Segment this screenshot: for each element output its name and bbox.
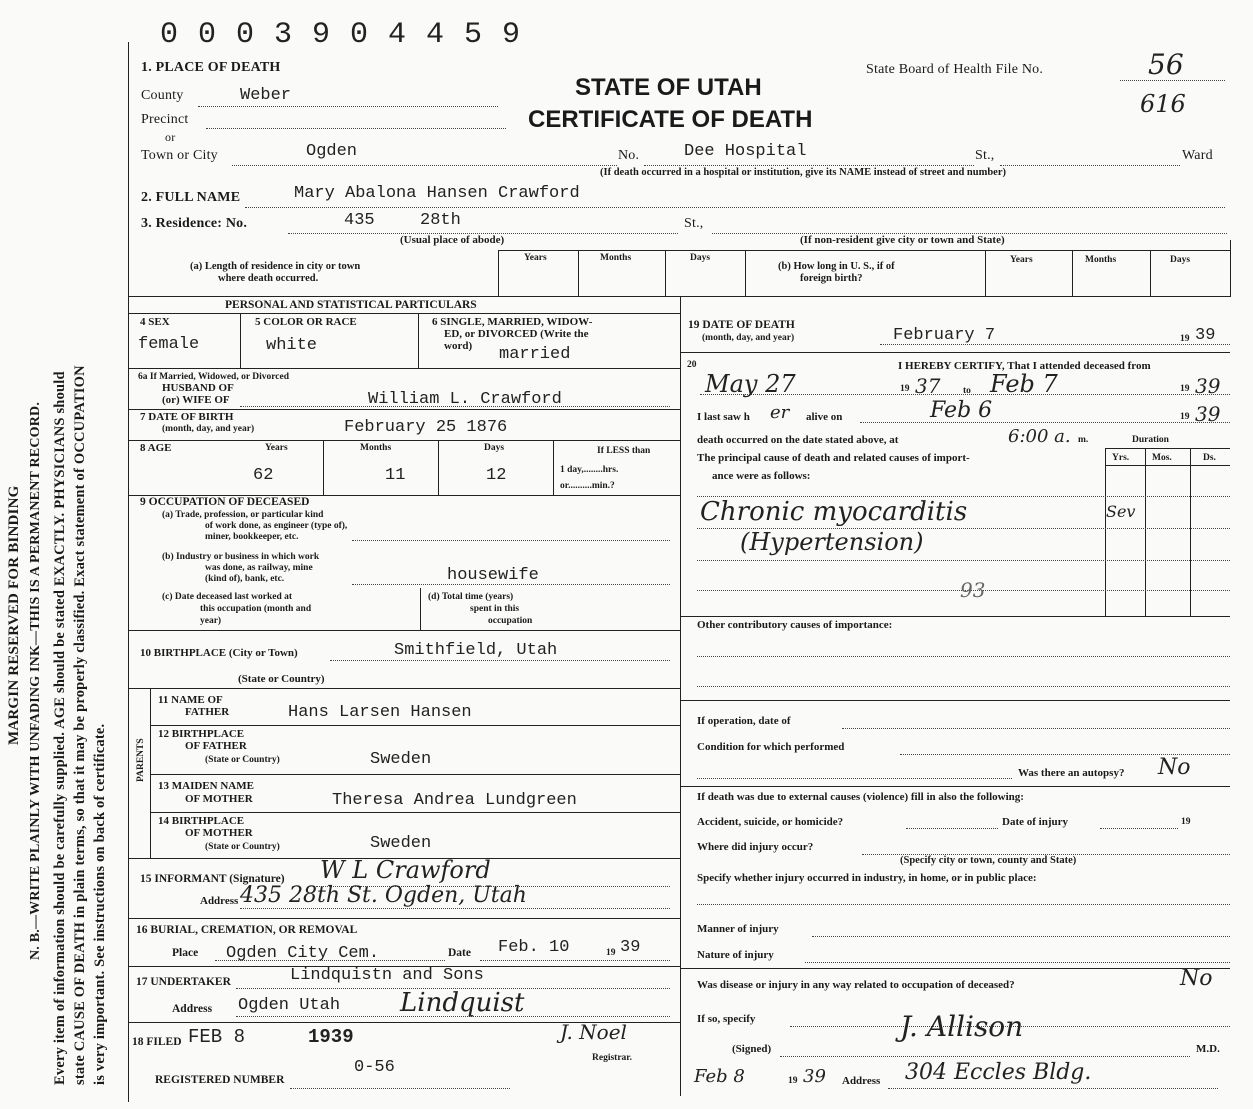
occupation-related-value: No — [1180, 966, 1213, 991]
cause-secondary: (Hypertension) — [740, 528, 924, 556]
autopsy-value: No — [1158, 755, 1191, 780]
informant-label: 15 INFORMANT (Signature) — [140, 873, 285, 885]
burial-year-value: 39 — [620, 938, 641, 957]
father-birth-label-c: (State or Country) — [205, 755, 280, 765]
margin-binding-note: MARGIN RESERVED FOR BINDING — [6, 485, 22, 745]
informant-address-label: Address — [200, 895, 239, 907]
specify-industry-label: Specify whether injury occurred in industry, in home, or in public place: — [697, 872, 1037, 884]
reference-number: 616 — [1140, 90, 1186, 118]
occupation-c2: this occupation (month and — [200, 604, 312, 614]
sex-value: female — [138, 335, 200, 354]
mother-value: Theresa Andrea Lundgreen — [332, 791, 577, 810]
condition-label: Condition for which performed — [697, 741, 845, 753]
operation-label: If operation, date of — [697, 715, 791, 727]
us-months-header: Months — [1085, 255, 1117, 265]
father-birth-value: Sweden — [370, 750, 432, 769]
father-value: Hans Larsen Hansen — [288, 703, 472, 722]
duration-months: Mos. — [1152, 453, 1172, 463]
residence-label: 3. Residence: No. — [141, 216, 248, 231]
ward-label: Ward — [1182, 148, 1213, 163]
last-saw-label: I last saw h — [697, 411, 750, 423]
physician-address-value: 304 Eccles Bldg. — [905, 1060, 1092, 1085]
md-label: M.D. — [1196, 1043, 1220, 1055]
undertaker-address-value: Ogden Utah — [238, 996, 341, 1015]
injury-location-label: Where did injury occur? — [697, 841, 814, 853]
marital-label-b: ED, or DIVORCED (Write the — [444, 328, 589, 340]
birthplace-state-label: (State or Country) — [238, 673, 325, 685]
race-value: white — [266, 336, 318, 355]
full-name-value: Mary Abalona Hansen Crawford — [294, 184, 580, 203]
form-title: CERTIFICATE OF DEATH — [528, 106, 813, 133]
residence-months-header: Months — [600, 253, 632, 263]
burial-place-value: Ogden City Cem. — [226, 944, 380, 963]
nature-injury-label: Nature of injury — [697, 949, 774, 961]
manner-injury-label: Manner of injury — [697, 923, 779, 935]
burial-date-label: Date — [448, 947, 471, 959]
dob-label-b: (month, day, and year) — [162, 424, 255, 434]
spouse-label-b: HUSBAND OF — [162, 382, 234, 394]
age-months-value: 11 — [385, 466, 406, 485]
less-than-label-c: or..........min.? — [560, 481, 615, 491]
accident-label: Accident, suicide, or homicide? — [697, 816, 844, 828]
town-no-label: No. — [618, 148, 640, 163]
registered-number-value: 0-56 — [354, 1058, 395, 1077]
left-border — [128, 42, 129, 1102]
dob-label-a: 7 DATE OF BIRTH — [140, 411, 234, 423]
full-name-label: 2. FULL NAME — [141, 190, 241, 205]
street-label: St., — [975, 148, 995, 163]
certify-text: I HEREBY CERTIFY, That I attended deceased from — [898, 360, 1151, 372]
occupation-b3: (kind of), bank, etc. — [205, 574, 285, 584]
burial-date-value: Feb. 10 — [498, 938, 570, 957]
dod-year: 39 — [1195, 326, 1216, 345]
less-than-label-b: 1 day,........hrs. — [560, 465, 619, 475]
age-years-value: 62 — [253, 466, 274, 485]
other-causes-label: Other contributory causes of importance: — [697, 619, 893, 631]
filed-year: 1939 — [308, 1026, 354, 1048]
signed-date: Feb 8 — [694, 1066, 745, 1087]
signed-year-prefix: 19 — [788, 1076, 798, 1086]
or-label: or — [165, 130, 176, 144]
attended-to: Feb 7 — [990, 370, 1058, 398]
informant-address-value: 435 28th St. Ogden, Utah — [240, 883, 527, 908]
divider-personal — [128, 296, 1231, 297]
cause-label-a: The principal cause of death and related causes of import- — [697, 452, 970, 464]
margin-instructions-1: Every item of information should be carefully supplied. AGE should be stated EXACTLY. PHYSICIANS should — [52, 371, 68, 1085]
mother-birth-label-b: OF MOTHER — [185, 827, 253, 839]
dod-label-b: (month, day, and year) — [702, 333, 795, 343]
occupation-d1: (d) Total time (years) — [428, 592, 514, 602]
occupation-d3: occupation — [488, 616, 533, 626]
autopsy-label: Was there an autopsy? — [1018, 767, 1125, 779]
sex-label: 4 SEX — [140, 316, 170, 328]
age-months-label: Months — [360, 443, 392, 453]
occupation-c1: (c) Date deceased last worked at — [162, 592, 293, 602]
burial-place-label: Place — [172, 947, 199, 959]
board-file-number: 56 — [1148, 48, 1184, 81]
spouse-label-c: (or) WIFE OF — [162, 394, 230, 406]
cause-primary: Chronic myocarditis — [700, 497, 968, 527]
residence-days-header: Days — [690, 253, 711, 263]
form-title-state: STATE OF UTAH — [575, 74, 762, 101]
spouse-label-a: 6a If Married, Widowed, or Divorced — [138, 372, 290, 382]
specify-city-note: (Specify city or town, county and State) — [900, 855, 1077, 866]
father-birth-label-b: OF FATHER — [185, 740, 247, 752]
occurred-time: 6:00 a. — [1008, 426, 1071, 447]
abode-note: (Usual place of abode) — [400, 234, 505, 246]
race-label: 5 COLOR OR RACE — [255, 316, 357, 328]
mother-birth-value: Sweden — [370, 834, 432, 853]
occupation-value: housewife — [447, 566, 539, 585]
external-causes-label: If death was due to external causes (violence) fill in also the following: — [697, 791, 1024, 803]
father-label-b: FATHER — [185, 706, 230, 718]
occupation-a1: (a) Trade, profession, or particular kind — [162, 510, 324, 520]
margin-instructions-3: is very important. See instructions on back of certificate. — [92, 723, 108, 1085]
hospital-value: Dee Hospital — [684, 142, 807, 161]
spouse-value: William L. Crawford — [368, 390, 562, 409]
us-days-header: Days — [1170, 255, 1191, 265]
occupation-b1: (b) Industry or business in which work — [162, 552, 320, 562]
length-residence-label-a: (a) Length of residence in city or town — [190, 261, 361, 272]
precinct-label: Precinct — [141, 112, 189, 127]
margin-ink-note: N. B.—WRITE PLAINLY WITH UNFADING INK—THIS IS A PERMANENT RECORD. — [28, 401, 43, 960]
county-label: County — [141, 88, 184, 103]
birthplace-label: 10 BIRTHPLACE (City or Town) — [140, 647, 298, 659]
occupation-c3: year) — [200, 616, 222, 626]
injury-date-label: Date of injury — [1002, 816, 1068, 828]
dob-value: February 25 1876 — [344, 418, 508, 437]
father-birth-label-a: 12 BIRTHPLACE — [158, 728, 245, 740]
us-label-b: foreign birth? — [800, 273, 863, 284]
occupation-d2: spent in this — [470, 604, 520, 614]
county-value: Weber — [240, 86, 292, 105]
age-label: 8 AGE — [140, 442, 172, 454]
filed-value: FEB 8 — [188, 1026, 246, 1048]
place-of-death-label: 1. PLACE OF DEATH — [141, 60, 281, 75]
age-days-label: Days — [484, 443, 505, 453]
duration-years: Yrs. — [1112, 453, 1130, 463]
undertaker-value: Lindquistn and Sons — [290, 966, 484, 985]
physician-address-label: Address — [842, 1075, 881, 1087]
marital-value: married — [499, 345, 571, 364]
filed-label: 18 FILED — [132, 1036, 182, 1048]
occupation-related-label: Was disease or injury in any way related to occupation of deceased? — [697, 979, 1015, 991]
center-divider — [680, 296, 681, 1096]
residence-years-header: Years — [524, 253, 547, 263]
signed-label: (Signed) — [732, 1043, 772, 1055]
attended-from-year: 37 — [915, 374, 941, 398]
undertaker-address-label: Address — [172, 1003, 213, 1015]
father-label-a: 11 NAME OF — [158, 694, 223, 706]
age-days-value: 12 — [486, 466, 507, 485]
mother-label-b: OF MOTHER — [185, 793, 253, 805]
burial-year-prefix: 19 — [606, 948, 616, 958]
less-than-label-a: If LESS than — [597, 446, 651, 456]
if-so-label: If so, specify — [697, 1013, 756, 1025]
last-saw-pronoun: er — [770, 402, 790, 423]
injury-year-prefix: 19 — [1181, 817, 1191, 827]
dod-year-prefix: 19 — [1180, 334, 1190, 344]
occurred-m-label: m. — [1078, 435, 1089, 445]
town-value: Ogden — [306, 142, 358, 161]
alive-on-label: alive on — [806, 411, 843, 423]
attended-from: May 27 — [705, 370, 796, 398]
cause-primary-duration: Sev — [1106, 502, 1136, 521]
attended-to-year: 39 — [1195, 374, 1221, 398]
to-label: to — [963, 386, 971, 396]
marital-label-c: word) — [444, 340, 473, 352]
us-label-a: (b) How long in U. S., if of — [778, 261, 895, 272]
burial-label: 16 BURIAL, CREMATION, OR REMOVAL — [136, 924, 358, 936]
duration-days: Ds. — [1203, 453, 1216, 463]
margin-instructions-2: state CAUSE OF DEATH in plain terms, so that it may be properly classified. Exact statement of OCCUPATION — [72, 365, 88, 1085]
cause-label-b: ance were as follows: — [712, 470, 811, 482]
certificate-serial-number: 0 0 0 3 9 0 4 4 5 9 — [160, 18, 522, 52]
occupation-a2: of work done, as engineer (type of), — [205, 521, 348, 531]
right-border-top — [1230, 240, 1231, 296]
hospital-note: (If death occurred in a hospital or institution, give its NAME instead of street and number) — [600, 167, 1007, 178]
dod-value: February 7 — [893, 326, 996, 345]
duration-label: Duration — [1132, 435, 1169, 445]
alive-on-value: Feb 6 — [930, 398, 993, 423]
cause-code: 93 — [960, 578, 986, 602]
registrar-label: Registrar. — [592, 1053, 633, 1063]
length-residence-label-b: where death occurred. — [218, 273, 319, 284]
marital-label-a: 6 SINGLE, MARRIED, WIDOW- — [432, 316, 593, 328]
to-year-prefix: 19 — [1180, 384, 1190, 394]
residence-street: 28th — [420, 211, 461, 230]
occupation-a3: miner, bookkeeper, etc. — [205, 532, 299, 542]
informant-signature: W L Crawford — [320, 856, 491, 884]
occupation-label: 9 OCCUPATION OF DECEASED — [140, 496, 310, 508]
physician-signature: J. Allison — [900, 1010, 1024, 1043]
mother-birth-label-a: 14 BIRTHPLACE — [158, 815, 245, 827]
residence-number: 435 — [344, 211, 375, 230]
us-years-header: Years — [1010, 255, 1033, 265]
alive-year-prefix: 19 — [1180, 412, 1190, 422]
personal-heading: PERSONAL AND STATISTICAL PARTICULARS — [225, 299, 477, 311]
residence-st-label: St., — [684, 216, 704, 231]
registrar-signature-1: Lindquist — [400, 988, 525, 1018]
board-file-label: State Board of Health File No. — [866, 62, 1044, 77]
from-year-prefix: 19 — [900, 384, 910, 394]
alive-year: 39 — [1195, 402, 1221, 426]
registered-number-label: REGISTERED NUMBER — [155, 1074, 285, 1086]
town-label: Town or City — [141, 148, 218, 163]
registrar-signature-2: J. Noel — [560, 1020, 627, 1044]
age-years-label: Years — [265, 443, 288, 453]
parents-side-label: PARENTS — [136, 738, 146, 782]
occurred-label: death occurred on the date stated above, at — [697, 434, 899, 446]
undertaker-label: 17 UNDERTAKER — [136, 976, 231, 988]
birthplace-value: Smithfield, Utah — [394, 641, 558, 660]
occupation-b2: was done, as railway, mine — [205, 563, 313, 573]
section-20-number: 20 — [687, 360, 697, 370]
mother-label-a: 13 MAIDEN NAME — [158, 780, 254, 792]
nonresident-note: (If non-resident give city or town and State) — [800, 234, 1005, 246]
signed-year: 39 — [803, 1066, 826, 1087]
mother-birth-label-c: (State or Country) — [205, 842, 280, 852]
dod-label-a: 19 DATE OF DEATH — [688, 319, 795, 331]
